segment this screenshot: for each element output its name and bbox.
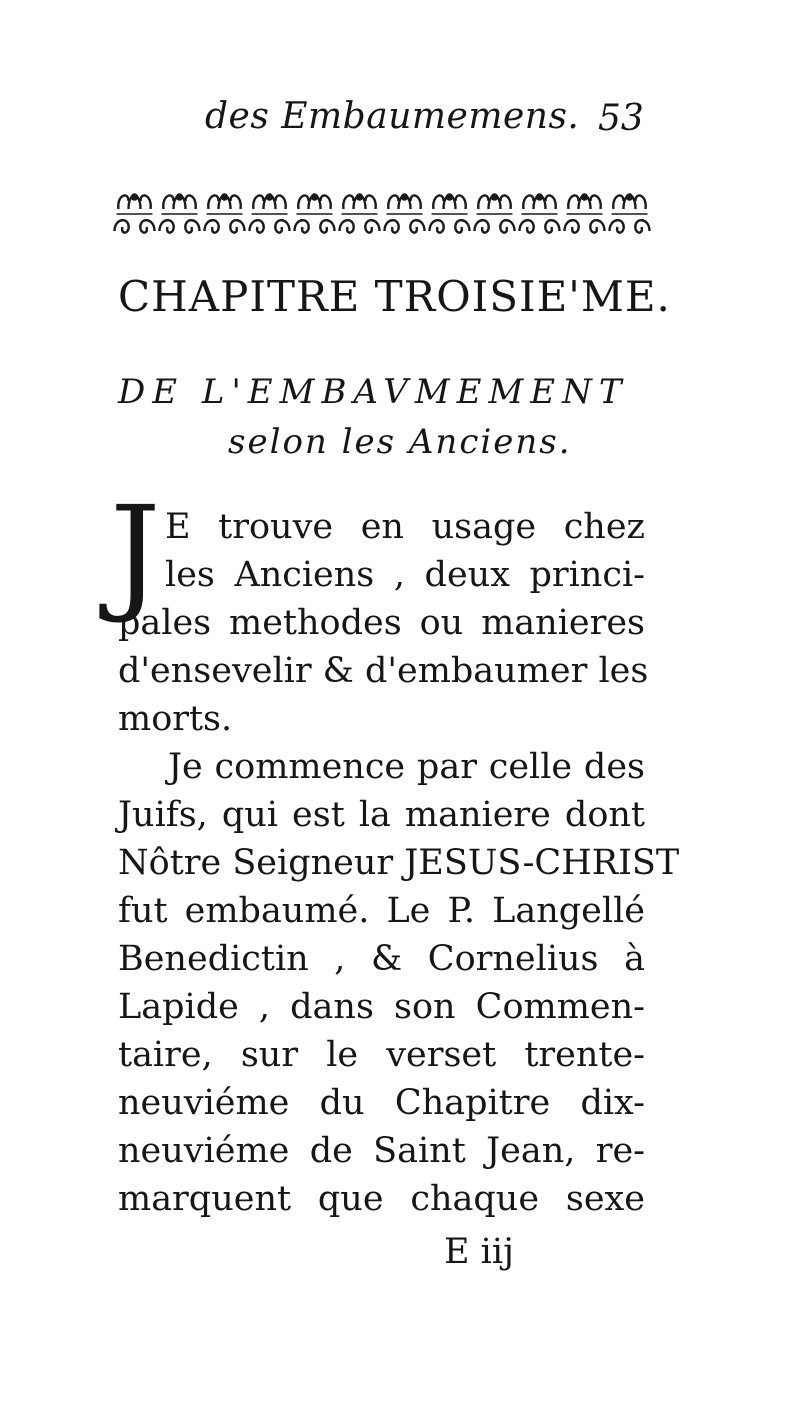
- ornament-band: [112, 185, 652, 241]
- text-line-15: marquent que chaque sexe: [118, 1179, 645, 1219]
- text-line-14: neuviéme de Saint Jean, re-: [118, 1131, 645, 1171]
- fleuron-unit: [385, 195, 425, 233]
- text-line-3: pales methodes ou manieres: [118, 603, 645, 643]
- text-line-4: d'ensevelir & d'embaumer les: [118, 651, 649, 691]
- page-number: 53: [598, 98, 644, 139]
- fleuron-unit: [475, 195, 515, 233]
- fleuron-unit: [115, 195, 155, 233]
- fleuron-unit: [340, 195, 380, 233]
- section-title-line-2: selon les Anciens.: [228, 422, 572, 462]
- text-line-1: E trouve en usage chez: [165, 507, 645, 547]
- text-line-9: fut embaumé. Le P. Langellé: [118, 891, 645, 931]
- fleuron-unit: [610, 195, 650, 233]
- text-line-5: morts.: [118, 699, 233, 739]
- fleuron-unit: [430, 195, 470, 233]
- chapter-title: CHAPITRE TROISIE'ME.: [118, 272, 671, 321]
- text-line-10: Benedictin , & Cornelius à: [118, 939, 645, 979]
- fleuron-unit: [520, 195, 560, 233]
- text-line-13: neuviéme du Chapitre dix-: [118, 1083, 645, 1123]
- text-line-2: les Anciens , deux princi-: [165, 555, 645, 595]
- ornament-pattern: [115, 195, 650, 233]
- fleuron-unit: [565, 195, 605, 233]
- section-title-line-1: DE L'EMBAVMEMENT: [118, 372, 629, 412]
- text-line-12: taire, sur le verset trente-: [118, 1035, 645, 1075]
- text-line-8: Nôtre Seigneur JESUS-CHRIST: [118, 843, 680, 883]
- fleuron-unit: [160, 195, 200, 233]
- drop-cap: J: [110, 479, 161, 626]
- fleuron-unit: [250, 195, 290, 233]
- text-line-11: Lapide , dans son Commen-: [118, 987, 645, 1027]
- fleuron-unit: [205, 195, 245, 233]
- text-line-7: Juifs, qui est la maniere dont: [118, 795, 645, 835]
- catchword: E iij: [444, 1232, 514, 1272]
- text-line-6: Je commence par celle des: [168, 747, 645, 787]
- fleuron-unit: [295, 195, 335, 233]
- running-head: des Embaumemens.: [205, 96, 580, 137]
